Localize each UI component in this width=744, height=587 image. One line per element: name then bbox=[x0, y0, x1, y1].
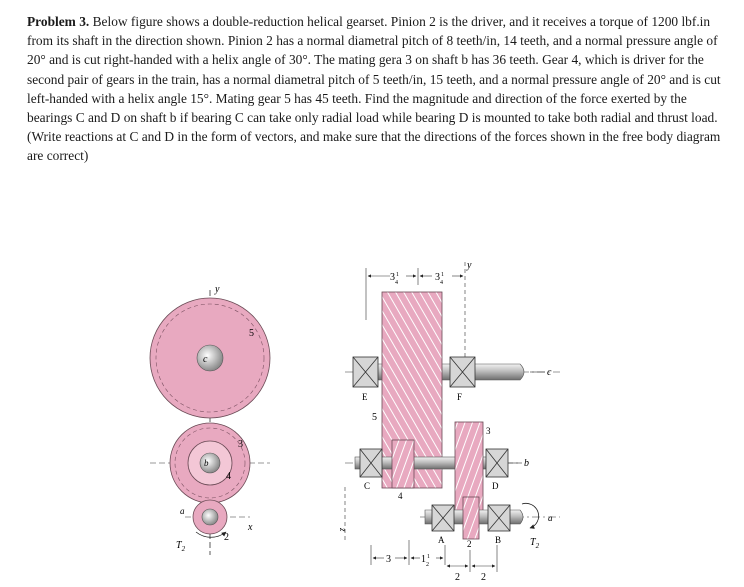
side-gear-5-label: 5 bbox=[372, 412, 377, 423]
side-bearing-A bbox=[432, 505, 454, 531]
front-shaft-c-hub bbox=[197, 345, 223, 371]
side-bearing-A-label: A bbox=[438, 535, 445, 545]
dim-top-1: $3^1$ 4 bbox=[390, 272, 399, 286]
dim-top-2: $3^1$ 4 bbox=[435, 272, 444, 286]
dim-bottom-3: 2 bbox=[455, 572, 460, 583]
dim-bottom-4: 2 bbox=[481, 572, 486, 583]
side-bearing-B-label: B bbox=[495, 535, 502, 545]
side-gear-4 bbox=[392, 440, 414, 488]
side-bearing-F bbox=[450, 357, 475, 387]
front-gear-4-label: 4 bbox=[226, 471, 231, 482]
side-bearing-E bbox=[353, 357, 378, 387]
side-gear-2-label: 2 bbox=[467, 539, 472, 549]
side-c-label: c bbox=[547, 367, 552, 378]
front-shaft-b-hub bbox=[200, 453, 220, 473]
front-a-label: a bbox=[180, 506, 185, 516]
front-b-label: b bbox=[204, 458, 209, 468]
front-gear-3-label: 3 bbox=[238, 439, 243, 450]
front-gear-2-label: 2 bbox=[224, 532, 229, 543]
dim-bottom-1: 3 bbox=[386, 554, 391, 565]
front-gear-5-label: 5 bbox=[249, 328, 254, 339]
side-bearing-E-label: E bbox=[362, 392, 368, 402]
side-z-label: z bbox=[338, 528, 348, 532]
side-bearing-C bbox=[360, 449, 382, 477]
front-c-label: c bbox=[203, 354, 208, 365]
side-bearing-C-label: C bbox=[364, 481, 371, 491]
side-b-label: b bbox=[524, 458, 529, 469]
front-view bbox=[150, 284, 270, 555]
front-y-label: y bbox=[215, 284, 220, 295]
front-shaft-a-hub bbox=[202, 509, 218, 525]
side-gear-3-label: 3 bbox=[486, 426, 491, 436]
side-gear-4-label: 4 bbox=[398, 491, 403, 501]
problem-text: Below figure shows a double-reduction helical gearset. Pinion 2 is the driver, and it receives a torque of 1200 lbf.in from its shaft in the direction shown. Pinion 2 has a normal diametral pitch of 8 teeth/in, 14 teeth, and a normal pressure angle of 20° and is cut right-handed with a helix angle of 30°. The mating gera 3 on shaft b has 36 teeth. Gear 4, which is driver for the second pair of gears in the train, has a normal diametral pitch of 5 teeth/in, 15 teeth, and a normal pressure angle of 20° and is cut left-handed with a helix angle 15°. Mating gear 5 has 45 teeth. Find the magnitude and direction of the force exerted by the bearings C and D on shaft b if bearing C can take only radial load while bearing D is mounted to take both radial and thrust load. (Write reactions at C and D in the form of vectors, and make sure that the directions of the forces shown in the free body diagram are correct) bbox=[27, 14, 721, 164]
side-bearing-F-label: F bbox=[457, 392, 463, 402]
side-gear-2 bbox=[463, 497, 479, 539]
problem-number: Problem 3. bbox=[27, 14, 90, 29]
dim-bottom-2: $1^1$ 2 bbox=[421, 554, 430, 568]
side-torque-label: $T_2$ bbox=[530, 537, 540, 550]
side-bearing-D bbox=[486, 449, 508, 477]
side-a-label: a bbox=[548, 513, 553, 523]
side-bearing-D-label: D bbox=[492, 481, 499, 491]
front-torque-label: $T_2$ bbox=[176, 540, 186, 553]
front-x-label: x bbox=[248, 522, 253, 533]
side-view bbox=[338, 260, 560, 583]
side-y-label: y bbox=[467, 260, 472, 271]
side-torque-arrow bbox=[522, 503, 539, 528]
side-bearing-B bbox=[488, 505, 510, 531]
